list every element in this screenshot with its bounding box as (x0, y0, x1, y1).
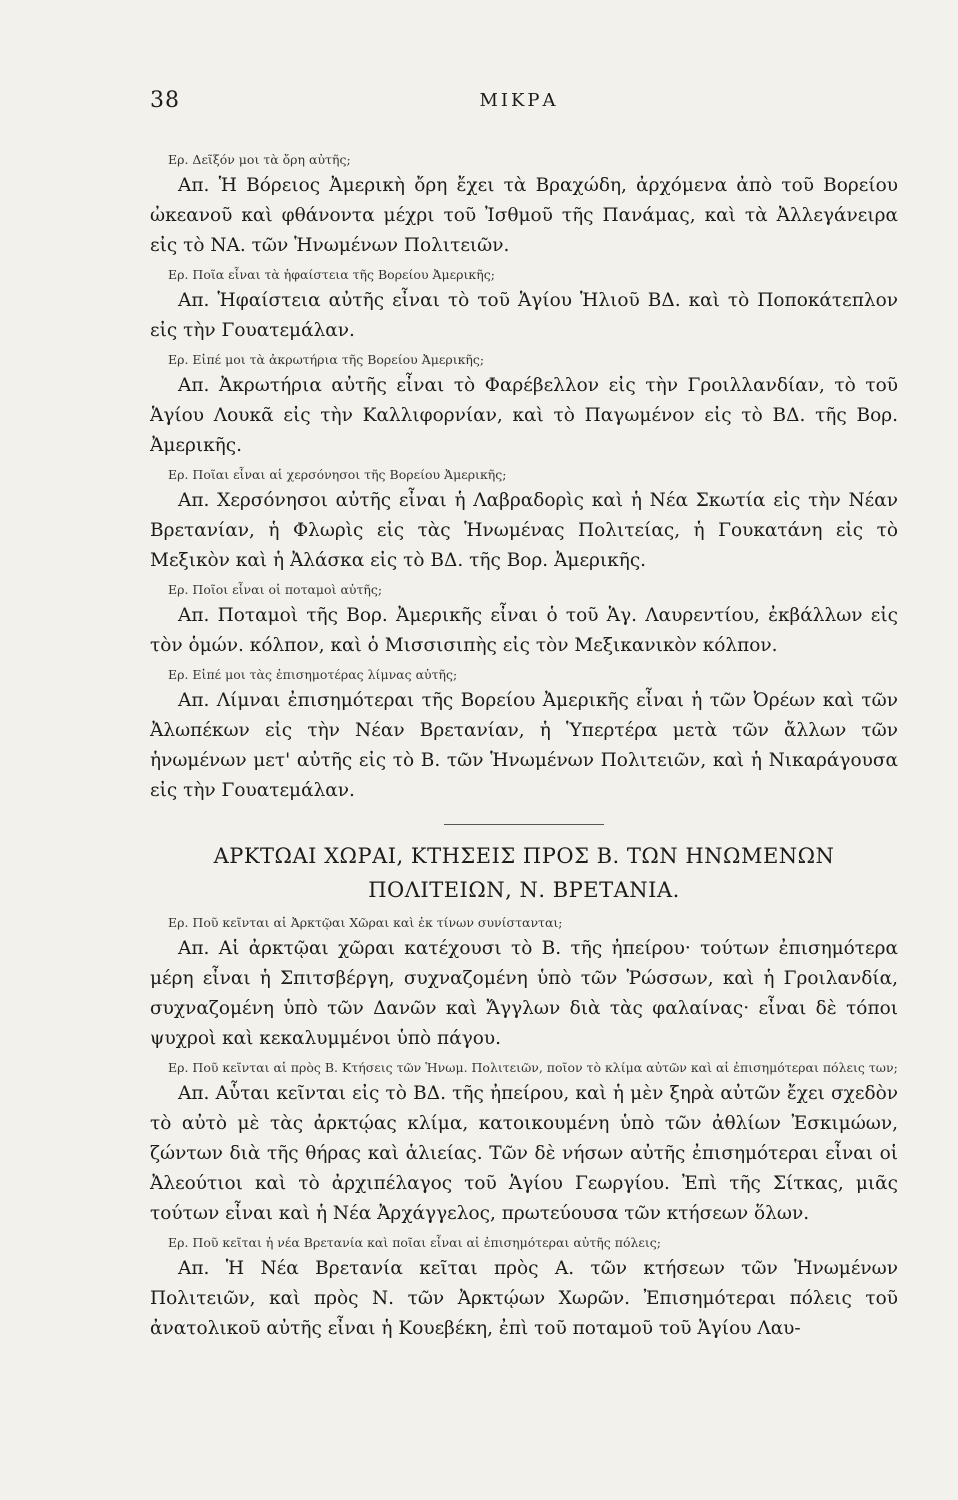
question: Ερ. Ποῦ κεῖται ἡ νέα Βρετανία καὶ ποῖαι εἶναι αἱ ἐπισημότεραι αὐτῆς πόλεις; (168, 1235, 661, 1250)
question: Ερ. Ποῖοι εἶναι οἱ ποταμοὶ αὐτῆς; (168, 582, 383, 597)
answer: Απ. Λίμναι ἐπισημότεραι τῆς Βορείου Ἀμερικῆς εἶναι ἡ τῶν Ὀρέων καὶ τῶν Ἀλωπέκων εἰς τὴν Νέαν Βρετανίαν, ἡ Ὑπερτέρα μετὰ τῶν ἄλλων τῶν ἡνωμένων μετ' αὐτῆς εἰς τὸ Β. τῶν Ἡνωμένων Πολιτειῶν, καὶ ἡ Νικαράγουσα εἰς τὴν Γουατεμάλαν. (150, 690, 898, 801)
running-title: ΜΙΚΡΑ (479, 90, 559, 111)
section-title-line2: ΠΟΛΙΤΕΙΩΝ, Ν. ΒΡΕΤΑΝΙΑ. (368, 878, 680, 902)
answer: Απ. Αὗται κεῖνται εἰς τὸ ΒΔ. τῆς ἠπείρου, καὶ ἡ μὲν ξηρὰ αὐτῶν ἔχει σχεδὸν τὸ αὐτὸ μὲ τὰς ἀρκτῴας κλίμα, κατοικουμένη ὑπὸ τῶν ἀθλίων Ἐσκιμώων, ζώντων διὰ τῆς θήρας καὶ ἁλιείας. Τῶν δὲ νήσων αὐτῆς ἐπισημότεραι εἶναι οἱ Ἀλεούτιοι καὶ τὸ ἀρχιπέλαγος τοῦ Ἁγίου Γεωργίου. Ἐπὶ τῆς Σίτκας, μιᾶς τούτων εἶναι καὶ ἡ Νέα Ἀρχάγγελος, πρωτεύουσα τῶν κτήσεων ὅλων. (150, 1083, 898, 1224)
question: Ερ. Ποῦ κεῖνται αἱ πρὸς Β. Κτήσεις τῶν Ἡνωμ. Πολιτειῶν, ποῖον τὸ κλίμα αὐτῶν καὶ αἱ ἐπισημότεραι πόλεις των; (168, 1060, 898, 1075)
question: Ερ. Ποῖαι εἶναι αἱ χερσόνησοι τῆς Βορείου Ἀμερικῆς; (168, 467, 507, 482)
answer: Απ. Ποταμοὶ τῆς Βορ. Ἀμερικῆς εἶναι ὁ τοῦ Ἁγ. Λαυρεντίου, ἐκβάλλων εἰς τὸν ὁμών. κόλπον, καὶ ὁ Μισσισιπὴς εἰς τὸν Μεξικανικὸν κόλπον. (150, 605, 898, 656)
answer: Απ. Ἡφαίστεια αὐτῆς εἶναι τὸ τοῦ Ἁγίου Ἡλιοῦ ΒΔ. καὶ τὸ Ποποκάτεπλον εἰς τὴν Γουατεμάλαν. (150, 290, 898, 341)
question: Ερ. Εἰπέ μοι τὰς ἐπισημοτέρας λίμνας αὐτῆς; (168, 667, 458, 682)
answer: Απ. Ἀκρωτήρια αὐτῆς εἶναι τὸ Φαρέβελλον εἰς τὴν Γροιλλανδίαν, τὸ τοῦ Ἁγίου Λουκᾶ εἰς τὴν Καλλιφορνίαν, καὶ τὸ Παγωμένον εἰς τὸ ΒΔ. τῆς Βορ. Ἀμερικῆς. (150, 375, 898, 456)
answer: Απ. Αἱ ἀρκτῷαι χῶραι κατέχουσι τὸ Β. τῆς ἠπείρου· τούτων ἐπισημότερα μέρη εἶναι ἡ Σπιτσβέργη, συχναζομένη ὑπὸ τῶν Ῥώσσων, καὶ ἡ Γροιλανδία, συχναζομένη ὑπὸ τῶν Δανῶν καὶ Ἄγγλων διὰ τὰς φαλαίνας· εἶναι δὲ τόποι ψυχροὶ καὶ κεκαλυμμένοι ὑπὸ πάγου. (150, 938, 898, 1049)
section-title-line1: ΑΡΚΤΩΑΙ ΧΩΡΑΙ, ΚΤΗΣΕΙΣ ΠΡΟΣ Β. ΤΩΝ ΗΝΩΜΕΝΩΝ (213, 844, 835, 868)
answer: Απ. Ἡ Νέα Βρετανία κεῖται πρὸς Α. τῶν κτήσεων τῶν Ἡνωμένων Πολιτειῶν, καὶ πρὸς Ν. τῶν Ἀρκτῴων Χωρῶν. Ἐπισημότεραι πόλεις τοῦ ἀνατολικοῦ αὐτῆς εἶναι ἡ Κουεβέκη, ἐπὶ τοῦ ποταμοῦ τοῦ Ἁγίου Λαυ- (150, 1258, 898, 1339)
page-number: 38 (150, 88, 180, 113)
answer: Απ. Χερσόνησοι αὐτῆς εἶναι ἡ Λαβραδορὶς καὶ ἡ Νέα Σκωτία εἰς τὴν Νέαν Βρετανίαν, ἡ Φλωρὶς εἰς τὰς Ἡνωμένας Πολιτείας, ἡ Γουκατάνη εἰς τὸ Μεξικὸν καὶ ἡ Ἀλάσκα εἰς τὸ ΒΔ. τῆς Βορ. Ἀμερικῆς. (150, 490, 898, 571)
answer: Απ. Ἡ Βόρειος Ἀμερικὴ ὄρη ἔχει τὰ Βραχώδη, ἀρχόμενα ἀπὸ τοῦ Βορείου ὠκεανοῦ καὶ φθάνοντα μέχρι τοῦ Ἰσθμοῦ τῆς Πανάμας, καὶ τὰ Ἀλλεγάνειρα εἰς τὸ ΝΑ. τῶν Ἡνωμένων Πολιτειῶν. (150, 175, 898, 256)
question: Ερ. Ποῖα εἶναι τὰ ἡφαίστεια τῆς Βορείου Ἀμερικῆς; (168, 267, 495, 282)
page-content (150, 150, 898, 1348)
question: Ερ. Εἰπέ μοι τὰ ἀκρωτήρια τῆς Βορείου Ἀμερικῆς; (168, 352, 485, 367)
running-head (150, 88, 888, 118)
section-title (150, 839, 898, 907)
question: Ερ. Δεῖξόν μοι τὰ ὄρη αὐτῆς; (168, 152, 351, 167)
section-divider (444, 824, 604, 825)
question: Ερ. Ποῦ κεῖνται αἱ Ἀρκτῷαι Χῶραι καὶ ἐκ τίνων συνίστανται; (168, 915, 563, 930)
